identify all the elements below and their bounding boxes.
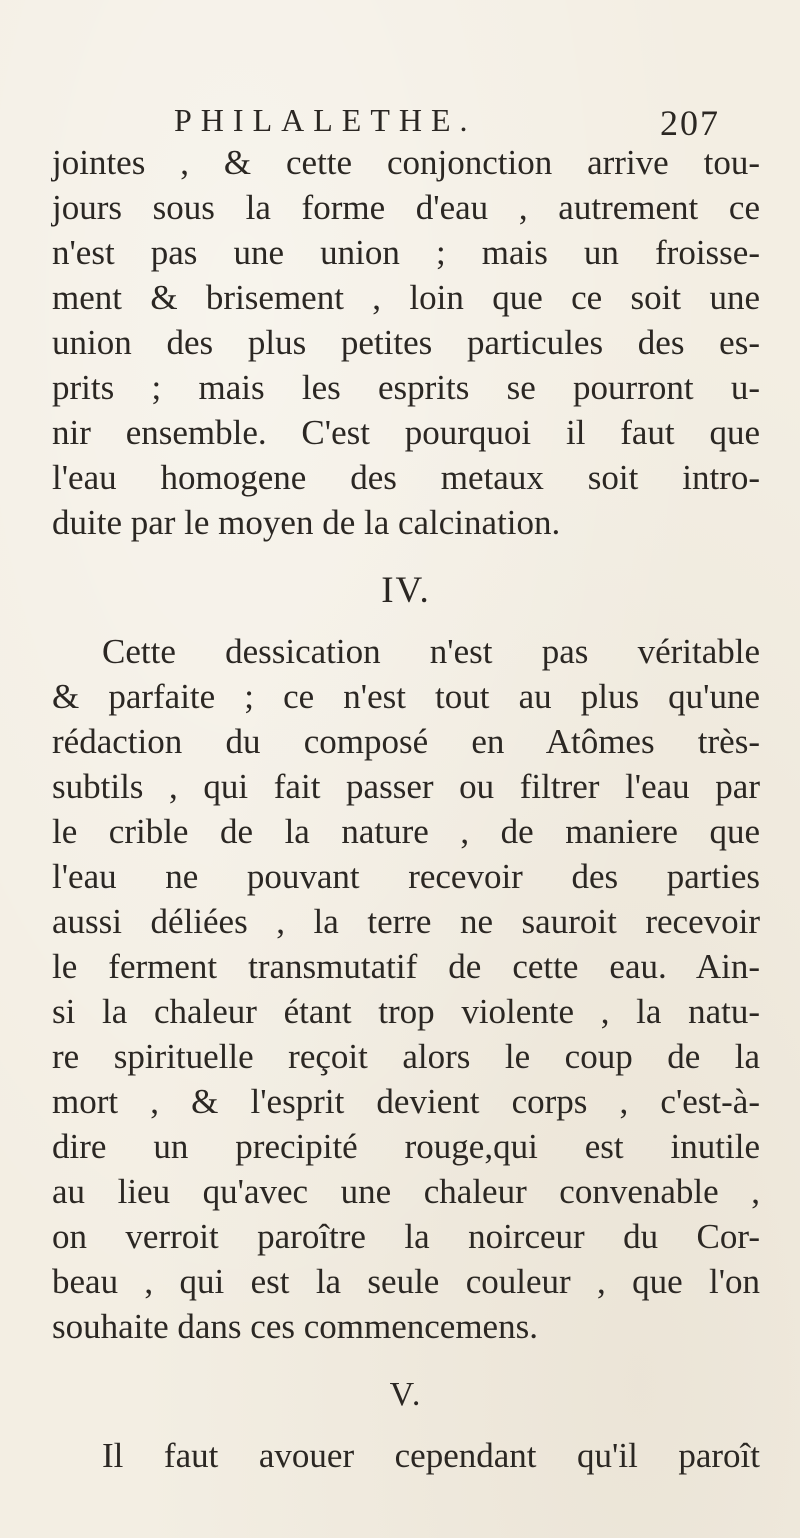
text-line: re spirituelle reçoit alors le coup de la (52, 1037, 760, 1076)
text-line: duite par le moyen de la calcination. (52, 503, 561, 542)
paragraph-1 (52, 140, 760, 545)
text-line: beau , qui est la seule couleur , que l'on (52, 1262, 760, 1301)
text-line: aussi déliées , la terre ne sauroit recevoir (52, 902, 760, 941)
text-line: mort , & l'esprit devient corps , c'est-à- (52, 1082, 760, 1121)
text-line: si la chaleur étant trop violente , la natu- (52, 992, 760, 1031)
section-heading-v: V. (389, 1376, 423, 1413)
text-line: n'est pas une union ; mais un froisse- (52, 233, 760, 272)
section-heading-iv: IV. (381, 570, 431, 611)
running-title: PHILALETHE. (174, 102, 477, 138)
text-line: subtils , qui fait passer ou filtrer l'eau par (52, 767, 760, 806)
text-line: rédaction du composé en Atômes très- (52, 722, 760, 761)
text-line: dire un precipité rouge,qui est inutile (52, 1127, 760, 1166)
page-number: 207 (660, 103, 720, 143)
text-line: l'eau ne pouvant recevoir des parties (52, 857, 760, 896)
paragraph-iv (52, 629, 760, 1349)
text-line: union des plus petites particules des es- (52, 323, 760, 362)
text-line: souhaite dans ces commencemens. (52, 1307, 538, 1346)
text-line: prits ; mais les esprits se pourront u- (52, 368, 760, 407)
text-line: on verroit paroître la noirceur du Cor- (52, 1217, 760, 1256)
text-line: le crible de la nature , de maniere que (52, 812, 760, 851)
text-line: Il faut avouer cependant qu'il paroît (102, 1436, 760, 1475)
body-text (52, 140, 760, 1478)
text-line: jours sous la forme d'eau , autrement ce (52, 188, 760, 227)
text-line: ment & brisement , loin que ce soit une (52, 278, 760, 317)
paragraph-v (52, 1433, 760, 1478)
text-line: jointes , & cette conjonction arrive tou- (52, 143, 760, 182)
text-line: Cette dessication n'est pas véritable (102, 632, 760, 671)
text-line: au lieu qu'avec une chaleur convenable , (52, 1172, 760, 1211)
text-line: le ferment transmutatif de cette eau. Ain- (52, 947, 760, 986)
text-line: l'eau homogene des metaux soit intro- (52, 458, 760, 497)
text-line: nir ensemble. C'est pourquoi il faut que (52, 413, 760, 452)
text-line: & parfaite ; ce n'est tout au plus qu'une (52, 677, 760, 716)
